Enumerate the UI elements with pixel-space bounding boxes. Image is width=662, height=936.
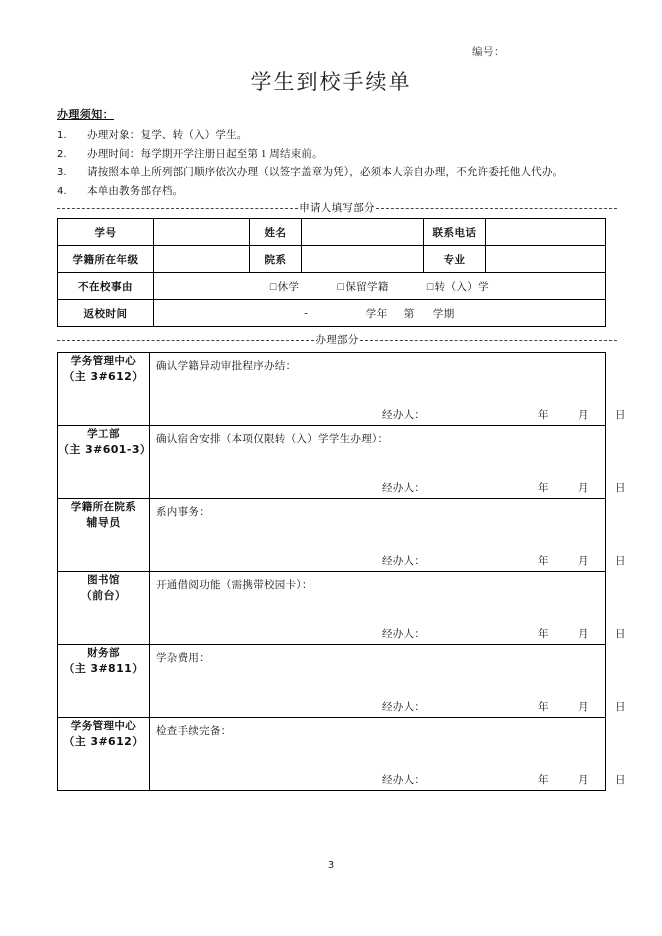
return-time-year-unit: 学年	[365, 308, 388, 320]
month-label: 月	[578, 483, 589, 494]
task-text: 确认学籍异动审批程序办结：	[156, 361, 297, 372]
table-row	[58, 718, 606, 791]
dept-name: 财务部	[87, 647, 120, 659]
process-section-divider	[57, 330, 617, 348]
applicant-info-table	[57, 218, 606, 327]
month-label: 月	[578, 556, 589, 567]
divider-rule-left	[57, 340, 314, 341]
table-row	[58, 219, 606, 246]
month-label: 月	[578, 775, 589, 786]
dept-body-5[interactable]	[150, 645, 626, 718]
notice-item-text: 本单由教务部存档。	[87, 185, 184, 197]
name-field[interactable]	[302, 219, 424, 246]
phone-field[interactable]	[486, 219, 606, 246]
signature-footer	[150, 553, 626, 567]
checkbox-option-suspension[interactable]	[270, 279, 300, 294]
table-row	[58, 572, 606, 645]
student-id-field[interactable]	[154, 219, 250, 246]
month-label: 月	[578, 410, 589, 421]
signature-footer	[150, 699, 626, 713]
dept-room: （主 3#612）	[63, 735, 144, 748]
day-label: 日	[615, 483, 626, 494]
year-label: 年	[538, 556, 549, 567]
grade-field[interactable]	[154, 246, 250, 273]
table-row	[58, 353, 606, 426]
dept-room: （前台）	[80, 589, 127, 602]
divider-label: 办理部分	[315, 334, 359, 346]
table-row	[58, 246, 606, 273]
dept-cell-4	[58, 572, 150, 645]
major-label: 专业	[424, 246, 486, 273]
phone-label: 联系电话	[424, 219, 486, 246]
signature-footer	[150, 407, 626, 421]
task-text: 确认宿舍安排（本项仅限转（入）学学生办理）：	[156, 434, 389, 445]
year-label: 年	[538, 483, 549, 494]
notice-block	[57, 106, 617, 201]
checkbox-label: 休学	[277, 281, 300, 293]
return-time-dash: -	[304, 307, 308, 319]
dept-cell-2	[58, 426, 150, 499]
task-text: 系内事务：	[156, 507, 210, 518]
table-row	[58, 300, 606, 327]
handler-label: 经办人：	[382, 483, 426, 494]
serial-number-label: 编号：	[472, 46, 505, 58]
dept-body-1[interactable]	[150, 353, 626, 426]
return-time-inner	[154, 306, 605, 321]
dept-body-2[interactable]	[150, 426, 626, 499]
dept-body-4[interactable]	[150, 572, 626, 645]
year-label: 年	[538, 629, 549, 640]
list-item	[57, 127, 617, 146]
day-label: 日	[615, 629, 626, 640]
notice-heading: 办理须知：	[57, 108, 114, 121]
year-label: 年	[538, 410, 549, 421]
notice-list	[57, 127, 617, 201]
year-label: 年	[538, 775, 549, 786]
handler-label: 经办人：	[382, 556, 426, 567]
dept-name: 图书馆	[87, 574, 120, 586]
notice-item-text: 请按照本单上所列部门顺序依次办理（以签字盖章为凭），必须本人亲自办理，不允许委托他人代办。	[87, 167, 564, 178]
notice-item-number: 4.	[57, 185, 67, 197]
dept-room: 辅导员	[86, 516, 121, 529]
notice-item-text: 办理时间：每学期开学注册日起至第 1 周结束前。	[87, 148, 323, 160]
name-label: 姓名	[250, 219, 302, 246]
list-item	[57, 146, 617, 165]
handler-label: 经办人：	[382, 410, 426, 421]
handler-label: 经办人：	[382, 702, 426, 713]
notice-item-number: 1.	[57, 130, 67, 141]
signature-footer	[150, 772, 626, 786]
return-time-label: 返校时间	[58, 300, 154, 327]
day-label: 日	[615, 556, 626, 567]
divider-rule-right	[360, 340, 617, 341]
absence-reason-label: 不在校事由	[58, 273, 154, 300]
list-item	[57, 164, 617, 183]
checkbox-label: 转（入）学	[434, 281, 490, 293]
page-number: 3	[327, 860, 335, 871]
signature-footer	[150, 626, 626, 640]
task-text: 学杂费用：	[156, 653, 210, 664]
notice-item-number: 2.	[57, 148, 67, 160]
department-field[interactable]	[302, 246, 424, 273]
table-row	[58, 499, 606, 572]
dept-cell-3	[58, 499, 150, 572]
absence-reason-cell	[154, 273, 606, 300]
absence-reason-options	[154, 279, 605, 294]
month-label: 月	[578, 702, 589, 713]
table-row	[58, 273, 606, 300]
return-time-ordinal: 第	[403, 308, 415, 320]
dept-name: 学籍所在院系	[70, 501, 137, 513]
notice-item-text: 办理对象：复学、转（入）学生。	[87, 130, 248, 141]
dept-body-3[interactable]	[150, 499, 626, 572]
notice-item-number: 3.	[57, 167, 67, 178]
dept-room: （主 3#612）	[63, 370, 144, 383]
applicant-section-divider	[57, 198, 617, 216]
handler-label: 经办人：	[382, 629, 426, 640]
dept-name: 学工部	[87, 428, 120, 440]
checkbox-icon[interactable]: □	[337, 281, 345, 293]
checkbox-option-transfer[interactable]	[427, 279, 489, 294]
task-text: 开通借阅功能（需携带校园卡）：	[156, 580, 313, 591]
table-row	[58, 426, 606, 499]
signature-footer	[150, 480, 626, 494]
divider-rule-right	[376, 208, 617, 209]
table-row	[58, 645, 606, 718]
checkbox-label: 保留学籍	[345, 281, 389, 293]
dept-cell-5	[58, 645, 150, 718]
checkbox-option-retain-status[interactable]	[337, 279, 388, 294]
return-time-term-unit: 学期	[432, 308, 455, 320]
dept-body-6[interactable]	[150, 718, 626, 791]
divider-label: 申请人填写部分	[299, 202, 375, 214]
return-time-cell[interactable]	[154, 300, 606, 327]
month-label: 月	[578, 629, 589, 640]
day-label: 日	[615, 410, 626, 421]
year-label: 年	[538, 702, 549, 713]
page-title: 学生到校手续单	[250, 70, 412, 94]
major-field[interactable]	[486, 246, 606, 273]
dept-cell-1	[58, 353, 150, 426]
task-text: 检查手续完备：	[156, 726, 232, 737]
day-label: 日	[615, 775, 626, 786]
divider-rule-left	[57, 208, 298, 209]
student-id-label: 学号	[58, 219, 154, 246]
dept-name: 学务管理中心	[70, 355, 137, 367]
dept-cell-6	[58, 718, 150, 791]
department-label: 院系	[250, 246, 302, 273]
grade-label: 学籍所在年级	[58, 246, 154, 273]
checkbox-icon[interactable]: □	[426, 281, 434, 293]
dept-name: 学务管理中心	[70, 720, 137, 732]
checkbox-icon[interactable]: □	[269, 281, 277, 293]
dept-room: （主 3#601-3）	[58, 443, 152, 456]
handler-label: 经办人：	[382, 775, 426, 786]
processing-steps-table	[57, 352, 626, 791]
day-label: 日	[615, 702, 626, 713]
dept-room: （主 3#811）	[63, 662, 144, 675]
